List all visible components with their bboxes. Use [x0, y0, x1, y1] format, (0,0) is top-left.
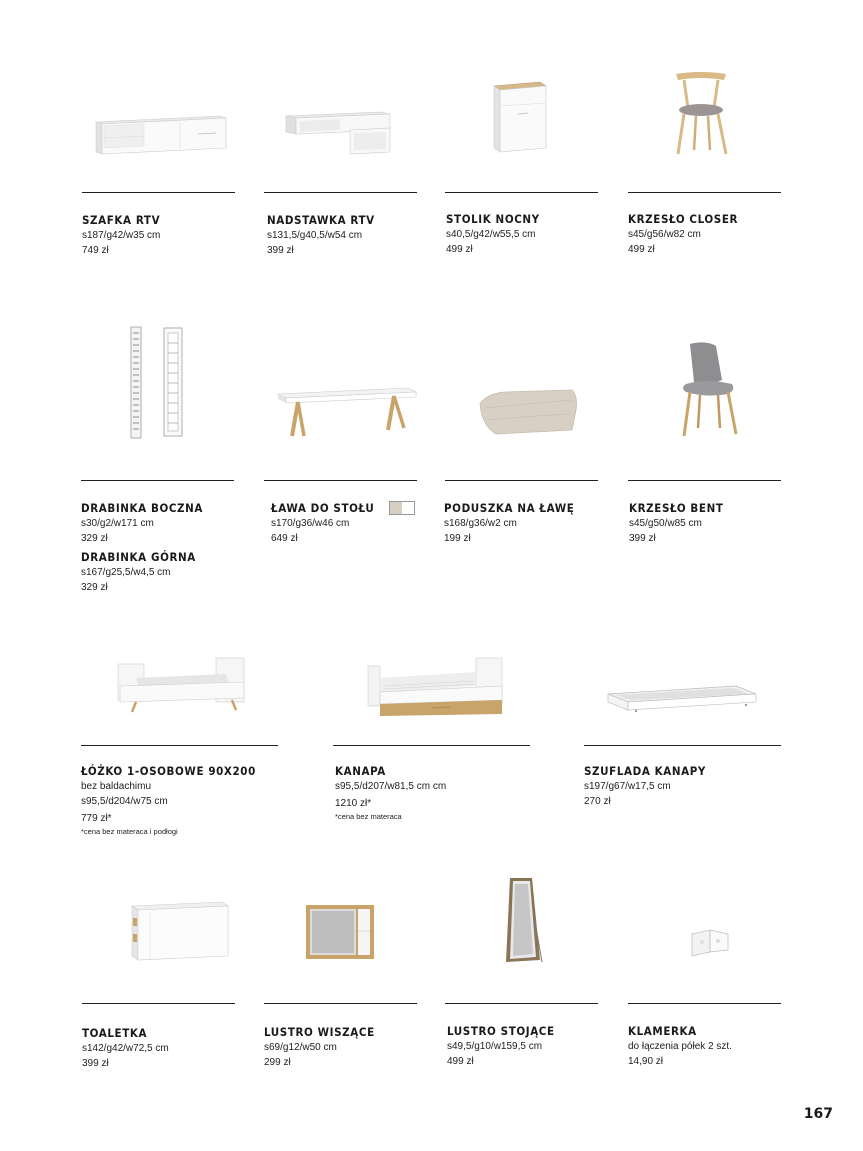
- product-ladders: [81, 501, 203, 595]
- product-dimensions: s168/g36/w2 cm: [444, 518, 517, 529]
- product-name: LUSTRO WISZĄCE: [264, 1025, 375, 1039]
- sofa-drawer-image: [606, 684, 758, 714]
- divider-rule: [81, 745, 278, 746]
- product-name: ŁAWA DO STOŁU: [271, 501, 375, 515]
- product-clip: [628, 1024, 732, 1069]
- clip-bracket-image: [688, 928, 730, 958]
- product-sofa-drawer: [584, 764, 706, 809]
- product-dimensions: s95,5/d207/w81,5 cm cm: [335, 781, 447, 792]
- product-price: 649 zł: [271, 533, 298, 544]
- product-bench: [271, 501, 374, 546]
- product-dimensions: s69/g12/w50 cm: [264, 1042, 337, 1053]
- product-cushion: [444, 501, 574, 546]
- product-dimensions: s30/g2/w171 cm: [81, 518, 154, 529]
- divider-rule: [82, 1003, 235, 1004]
- product-dimensions: s142/g42/w72,5 cm: [82, 1043, 169, 1054]
- product-dimensions: s49,5/g10/w159,5 cm: [447, 1041, 543, 1052]
- product-dimensions: s95,5/d204/w75 cm: [81, 796, 168, 807]
- color-swatch-icon: [389, 501, 415, 515]
- product-dimensions: s40,5/g42/w55,5 cm: [446, 229, 536, 240]
- product-dressing-table: [82, 1026, 169, 1071]
- divider-rule: [628, 1003, 781, 1004]
- product-nightstand: [446, 212, 540, 257]
- product-name: NADSTAWKA RTV: [267, 213, 375, 227]
- product-dimensions: s187/g42/w35 cm: [82, 230, 161, 241]
- product-name: KLAMERKA: [628, 1024, 697, 1038]
- product-single-bed: [81, 764, 256, 838]
- product-price: 499 zł: [446, 244, 473, 255]
- product-price: 14,90 zł: [628, 1056, 664, 1067]
- product-price: 1210 zł*: [335, 798, 372, 809]
- price-footnote: *cena bez materaca i podłogi: [81, 827, 178, 836]
- product-name: DRABINKA BOCZNA: [81, 501, 204, 515]
- product-closer-chair: [628, 212, 738, 257]
- divider-rule: [333, 745, 530, 746]
- closer-chair-image: [668, 70, 734, 158]
- product-name: PODUSZKA NA ŁAWĘ: [444, 501, 575, 515]
- product-price: 499 zł: [628, 244, 655, 255]
- divider-rule: [264, 480, 417, 481]
- product-name: KRZESŁO BENT: [629, 501, 724, 515]
- product-name: SZAFKA RTV: [82, 213, 161, 227]
- product-description: do łączenia półek 2 szt.: [628, 1041, 732, 1052]
- price-footnote: *cena bez materaca: [335, 812, 402, 821]
- product-dimensions: s45/g50/w85 cm: [629, 518, 702, 529]
- divider-rule: [445, 1003, 598, 1004]
- divider-rule: [628, 192, 781, 193]
- dressing-table-image: [130, 900, 230, 962]
- tv-cabinet-image: [92, 110, 228, 158]
- divider-rule: [264, 1003, 417, 1004]
- ladder-image: [128, 325, 184, 440]
- product-price: 299 zł: [264, 1057, 291, 1068]
- sofa-bed-image: [366, 656, 504, 718]
- product-sofa-bed: [335, 764, 446, 823]
- product-price: 399 zł: [629, 533, 656, 544]
- divider-rule: [81, 480, 234, 481]
- product-name: TOALETKA: [82, 1026, 148, 1040]
- product-dimensions: s170/g36/w46 cm: [271, 518, 350, 529]
- single-bed-image: [116, 656, 246, 714]
- page-number: 167: [803, 1106, 833, 1122]
- divider-rule: [445, 192, 598, 193]
- product-name: STOLIK NOCNY: [446, 212, 540, 226]
- product-bent-chair: [629, 501, 724, 546]
- divider-rule: [628, 480, 781, 481]
- tv-top-unit-image: [284, 108, 392, 156]
- standing-mirror-image: [504, 876, 544, 964]
- divider-rule: [584, 745, 781, 746]
- bench-image: [276, 384, 418, 440]
- product-name: LUSTRO STOJĄCE: [447, 1024, 555, 1038]
- divider-rule: [445, 480, 598, 481]
- wall-mirror-image: [304, 903, 376, 961]
- product-tv-cabinet: [82, 213, 160, 258]
- cushion-image: [476, 386, 580, 438]
- divider-rule: [264, 192, 417, 193]
- product-price: 749 zł: [82, 245, 109, 256]
- product-price: 779 zł*: [81, 813, 112, 824]
- product-dimensions: s45/g56/w82 cm: [628, 229, 701, 240]
- product-price: 329 zł: [81, 533, 108, 544]
- product-variant: bez baldachimu: [81, 781, 152, 792]
- nightstand-image: [490, 80, 550, 154]
- product-name: KANAPA: [335, 764, 386, 778]
- product-price-secondary: 329 zł: [81, 582, 108, 593]
- product-price: 199 zł: [444, 533, 471, 544]
- product-dimensions-secondary: s167/g25,5/w4,5 cm: [81, 567, 171, 578]
- product-name: ŁÓŻKO 1-OSOBOWE 90X200: [81, 764, 256, 778]
- divider-rule: [82, 192, 235, 193]
- product-dimensions: s197/g67/w17,5 cm: [584, 781, 671, 792]
- product-name-secondary: DRABINKA GÓRNA: [81, 550, 196, 564]
- product-price: 399 zł: [267, 245, 294, 256]
- product-price: 499 zł: [447, 1056, 474, 1067]
- product-wall-mirror: [264, 1025, 375, 1070]
- product-name: KRZESŁO CLOSER: [628, 212, 739, 226]
- bent-chair-image: [676, 340, 740, 440]
- product-standing-mirror: [447, 1024, 555, 1069]
- product-price: 399 zł: [82, 1058, 109, 1069]
- product-tv-top-unit: [267, 213, 375, 258]
- product-price: 270 zł: [584, 796, 611, 807]
- product-name: SZUFLADA KANAPY: [584, 764, 706, 778]
- product-dimensions: s131,5/g40,5/w54 cm: [267, 230, 363, 241]
